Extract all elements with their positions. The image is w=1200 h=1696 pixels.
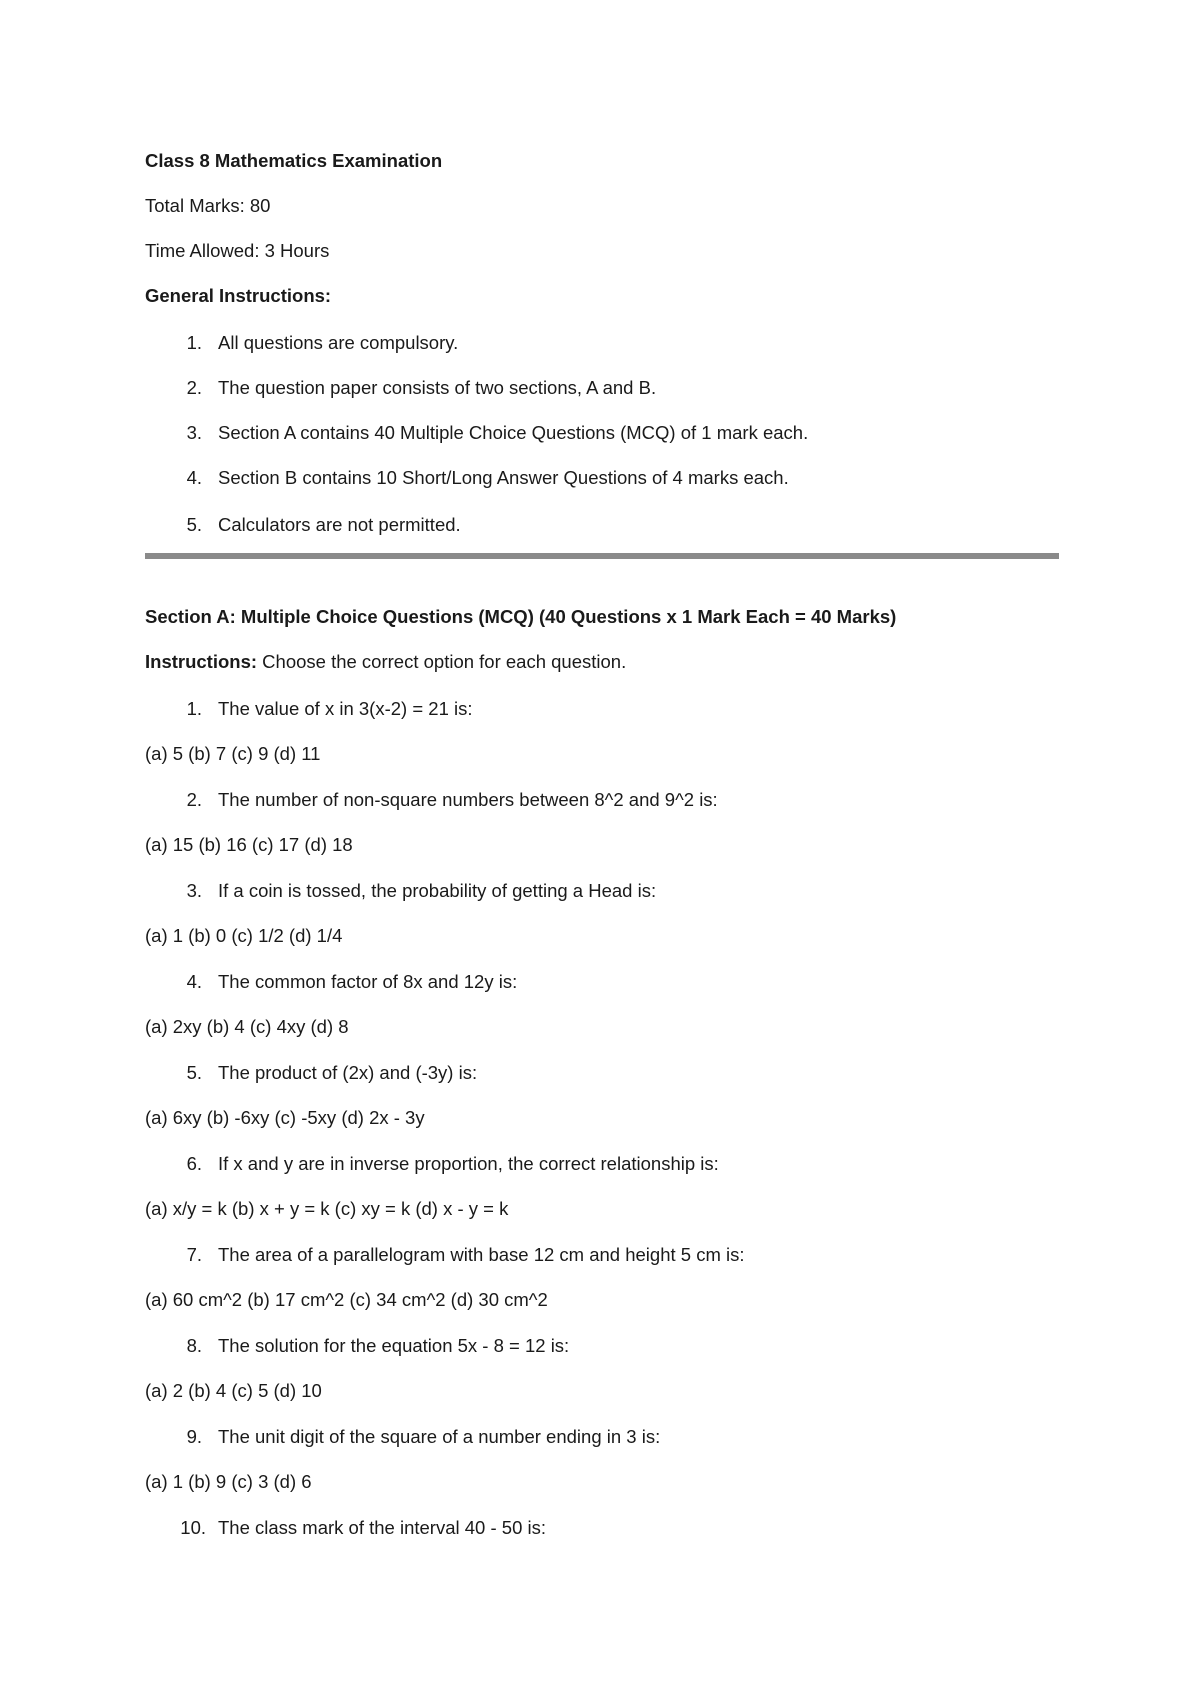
time-allowed: Time Allowed: 3 Hours (145, 240, 330, 261)
section-a-instructions (145, 650, 626, 674)
list-item: Section A contains 40 Multiple Choice Questions (MCQ) of 1 mark each. (218, 422, 809, 443)
list-item: Calculators are not permitted. (218, 514, 461, 535)
question-number: 1. (186, 698, 202, 719)
question-number: 5. (186, 1062, 202, 1083)
exam-title: Class 8 Mathematics Examination (145, 150, 443, 171)
question-number: 4. (186, 971, 202, 992)
section-a-heading: Section A: Multiple Choice Questions (MCQ) (40 Questions x 1 Mark Each = 40 Marks) (145, 606, 897, 627)
list-item-number: 4. (186, 467, 202, 488)
question-options: (a) 15 (b) 16 (c) 17 (d) 18 (145, 834, 353, 855)
list-item: The question paper consists of two sections, A and B. (218, 377, 657, 398)
question-text: The class mark of the interval 40 - 50 is: (218, 1517, 546, 1538)
instructions-label: Instructions: (145, 651, 258, 672)
question-options: (a) 1 (b) 9 (c) 3 (d) 6 (145, 1471, 312, 1492)
question-options: (a) 2xy (b) 4 (c) 4xy (d) 8 (145, 1016, 349, 1037)
list-item: Section B contains 10 Short/Long Answer Questions of 4 marks each. (218, 467, 789, 488)
instructions-text: Choose the correct option for each question. (257, 651, 627, 672)
question-options: (a) x/y = k (b) x + y = k (c) xy = k (d) x - y = k (145, 1198, 509, 1219)
list-item-number: 5. (186, 514, 202, 535)
question-text: The area of a parallelogram with base 12 cm and height 5 cm is: (218, 1244, 745, 1265)
question-number: 7. (186, 1244, 202, 1265)
question-number: 8. (186, 1335, 202, 1356)
list-item: All questions are compulsory. (218, 332, 459, 353)
question-text: The solution for the equation 5x - 8 = 12 is: (218, 1335, 570, 1356)
question-text: The value of x in 3(x-2) = 21 is: (218, 698, 473, 719)
question-text: If a coin is tossed, the probability of getting a Head is: (218, 880, 657, 901)
question-options: (a) 1 (b) 0 (c) 1/2 (d) 1/4 (145, 925, 343, 946)
general-instructions-heading: General Instructions: (145, 285, 332, 306)
question-number: 6. (186, 1153, 202, 1174)
list-item-number: 2. (186, 377, 202, 398)
question-number: 3. (186, 880, 202, 901)
total-marks: Total Marks: 80 (145, 195, 271, 216)
question-text: The unit digit of the square of a number ending in 3 is: (218, 1426, 661, 1447)
horizontal-divider (145, 553, 1059, 559)
question-number: 10. (180, 1517, 206, 1538)
question-text: The common factor of 8x and 12y is: (218, 971, 518, 992)
question-text: The number of non-square numbers between 8^2 and 9^2 is: (218, 789, 718, 810)
question-options: (a) 6xy (b) -6xy (c) -5xy (d) 2x - 3y (145, 1107, 425, 1128)
question-options: (a) 2 (b) 4 (c) 5 (d) 10 (145, 1380, 322, 1401)
question-number: 9. (186, 1426, 202, 1447)
list-item-number: 3. (186, 422, 202, 443)
question-options: (a) 5 (b) 7 (c) 9 (d) 11 (145, 743, 321, 764)
list-item-number: 1. (186, 332, 202, 353)
question-options: (a) 60 cm^2 (b) 17 cm^2 (c) 34 cm^2 (d) 30 cm^2 (145, 1289, 548, 1310)
question-text: The product of (2x) and (-3y) is: (218, 1062, 478, 1083)
question-number: 2. (186, 789, 202, 810)
question-text: If x and y are in inverse proportion, the correct relationship is: (218, 1153, 719, 1174)
